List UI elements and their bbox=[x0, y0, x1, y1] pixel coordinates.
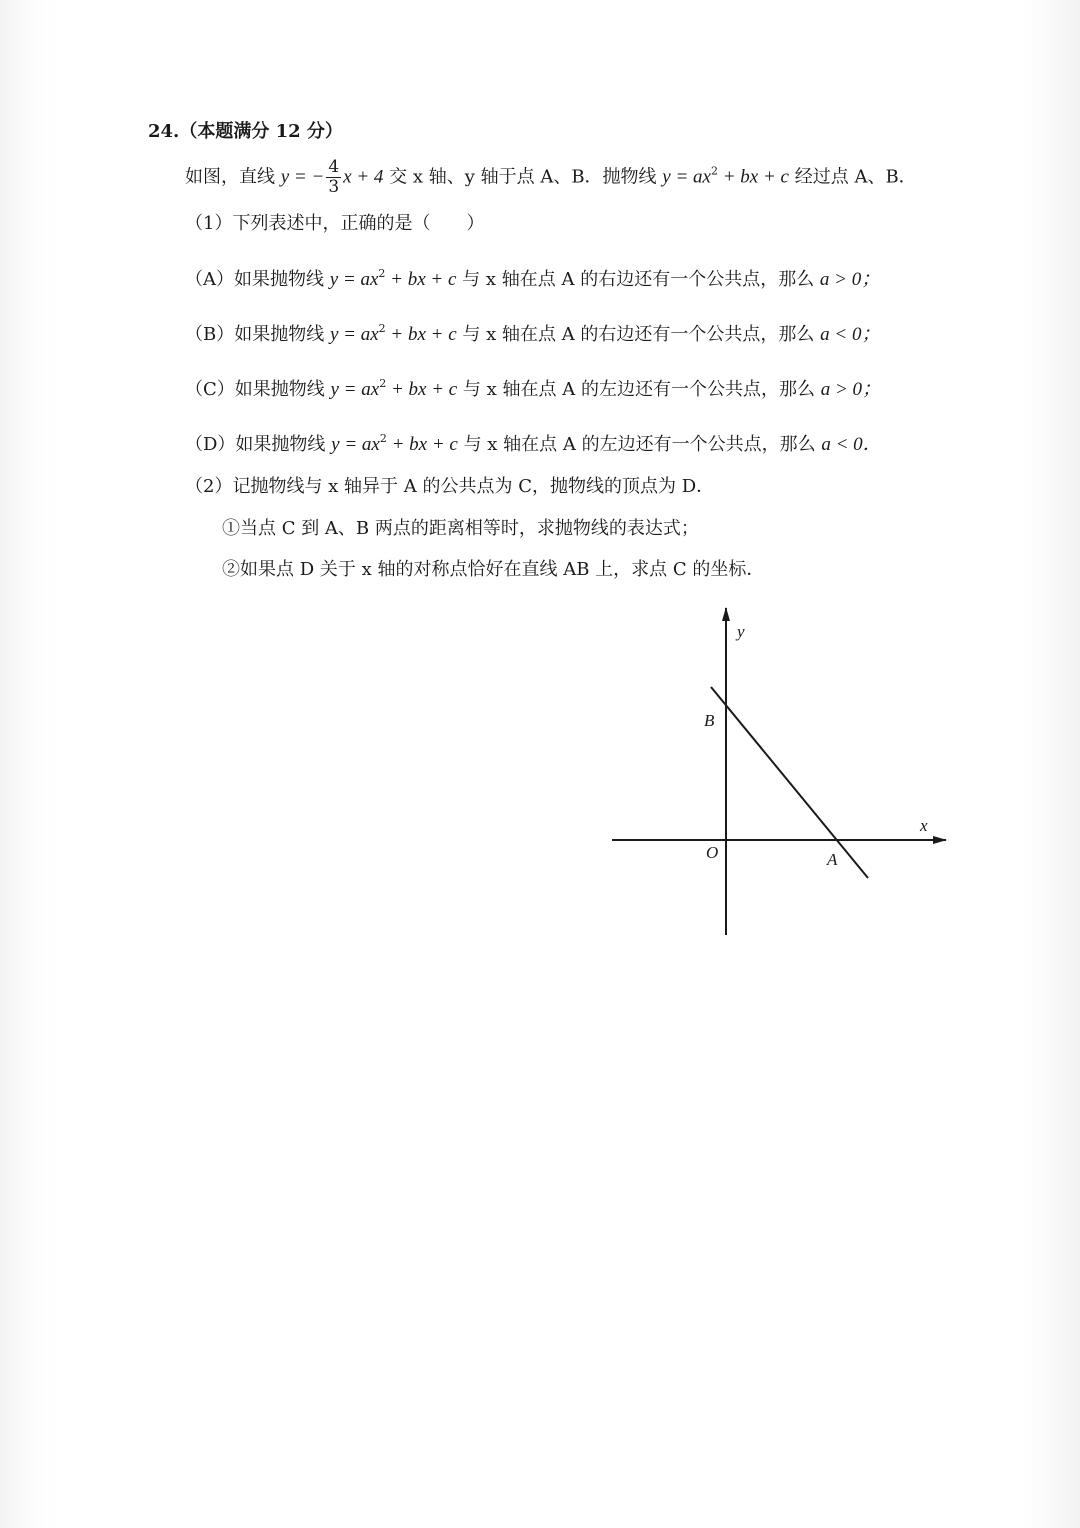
point-b-label: B bbox=[704, 711, 715, 730]
option-equation-rest: + bx + c bbox=[386, 434, 458, 455]
option-equation-rest: + bx + c bbox=[385, 269, 457, 290]
option-equation-rest: + bx + c bbox=[386, 379, 458, 400]
option-equation-rest: + bx + c bbox=[385, 324, 457, 345]
option-text: 与 x 轴在点 A 的左边还有一个公共点，那么 bbox=[457, 434, 822, 455]
problem-intro bbox=[185, 158, 917, 197]
fraction bbox=[326, 158, 341, 197]
fraction-denominator: 3 bbox=[328, 177, 340, 197]
option-condition: a < 0； bbox=[820, 324, 881, 345]
exponent: 2 bbox=[379, 432, 387, 445]
problem-score: （本题满分 12 分） bbox=[179, 121, 343, 142]
intro-prefix: 如图，直线 bbox=[185, 166, 281, 188]
y-axis-label: y bbox=[737, 622, 745, 641]
parabola-equation-rest: + bx + c bbox=[717, 166, 789, 188]
coordinate-figure bbox=[600, 600, 960, 945]
option-equation: y = ax bbox=[331, 434, 380, 455]
option-label: （B）如果抛物线 bbox=[185, 324, 330, 345]
part1-question: （1）下列表述中，正确的是（ ） bbox=[185, 213, 485, 234]
option-text: 与 x 轴在点 A 的左边还有一个公共点，那么 bbox=[457, 379, 821, 400]
problem-number: 24. bbox=[148, 121, 180, 142]
line-equation-end: x + 4 bbox=[343, 166, 384, 188]
exponent: 2 bbox=[710, 164, 718, 178]
sub-question-1: ①当点 C 到 A、B 两点的距离相等时，求抛物线的表达式； bbox=[222, 518, 699, 539]
intro-suffix: 经过点 A、B． bbox=[789, 166, 917, 188]
option-equation: y = ax bbox=[329, 324, 379, 345]
option-equation: y = ax bbox=[330, 379, 380, 400]
parabola-equation: y = ax bbox=[662, 166, 711, 188]
line-ab bbox=[711, 687, 868, 878]
x-axis-label: x bbox=[920, 816, 928, 835]
option-condition: a < 0． bbox=[821, 434, 882, 455]
option-text: 与 x 轴在点 A 的右边还有一个公共点，那么 bbox=[456, 324, 821, 345]
option-label: （D）如果抛物线 bbox=[185, 434, 332, 455]
option-b bbox=[185, 317, 880, 347]
intro-middle: 交 x 轴、y 轴于点 A、B．抛物线 bbox=[383, 166, 663, 188]
part2-question: （2）记抛物线与 x 轴异于 A 的公共点为 C，抛物线的顶点为 D． bbox=[185, 476, 715, 497]
option-equation: y = ax bbox=[329, 269, 379, 290]
option-condition: a > 0； bbox=[819, 269, 881, 290]
point-a-label: A bbox=[827, 850, 838, 869]
fraction-numerator: 4 bbox=[328, 157, 340, 177]
option-d bbox=[185, 427, 882, 457]
problem-header bbox=[148, 117, 343, 143]
line-equation-start: y = − bbox=[280, 166, 325, 188]
option-label: （A）如果抛物线 bbox=[185, 269, 330, 290]
option-a bbox=[185, 262, 880, 292]
exponent: 2 bbox=[379, 377, 387, 390]
exponent: 2 bbox=[378, 267, 386, 280]
option-label: （C）如果抛物线 bbox=[185, 379, 331, 400]
option-text: 与 x 轴在点 A 的右边还有一个公共点，那么 bbox=[456, 269, 820, 290]
exponent: 2 bbox=[378, 322, 386, 335]
option-condition: a > 0； bbox=[820, 379, 882, 400]
sub-question-2: ②如果点 D 关于 x 轴的对称点恰好在直线 AB 上，求点 C 的坐标． bbox=[222, 559, 765, 580]
origin-label: O bbox=[706, 843, 719, 862]
option-c bbox=[185, 372, 881, 402]
